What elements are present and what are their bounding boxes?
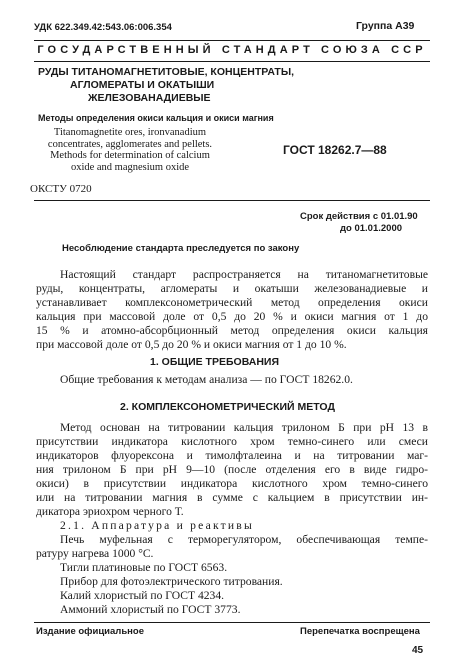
section-1-text: Общие требования к методам анализа — по ГОСТ 18262.0. (60, 373, 353, 386)
intro-line: руды, концентраты, агломераты и окатыши железованадиевые и (36, 282, 428, 295)
footer-rule (34, 622, 430, 623)
validity-from: Срок действия с 01.01.90 (300, 211, 418, 222)
intro-line: Настоящий стандарт распространяется на титаномагнетитовые (60, 268, 428, 281)
method-line: дикатора эриохром черного Т. (36, 505, 184, 518)
subsection-2-1-heading: 2.1. Аппаратура и реактивы (60, 519, 254, 532)
subtitle-ru: Методы определения окиси кальция и окиси магния (38, 113, 274, 123)
intro-line: при массовой доле от 0,5 до 20 % и окиси магния от 1 до 10 %. (36, 338, 347, 351)
apparatus-line: Печь муфельная с терморегулятором, обеспечивающая темпе- (60, 533, 428, 546)
title-en (40, 127, 220, 173)
title-bottom-rule (34, 200, 430, 201)
top-rule (34, 40, 430, 41)
title-en-line-2: concentrates, agglomerates and pellets. (47, 138, 213, 150)
gost-number: ГОСТ 18262.7—88 (283, 143, 387, 157)
apparatus-paragraph (36, 533, 428, 561)
title-line-3: ЖЕЛЕЗОВАНАДИЕВЫЕ (88, 92, 211, 104)
title-line-2: АГЛОМЕРАТЫ И ОКАТЫШИ (70, 79, 215, 91)
section-2-heading: 2. КОМПЛЕКСОНОМЕТРИЧЕСКИЙ МЕТОД (120, 401, 335, 413)
section-1-heading: 1. ОБЩИЕ ТРЕБОВАНИЯ (150, 356, 280, 368)
intro-line: 15 % и атомно-абсорбционный метод определения окиси кальция (36, 324, 428, 337)
reprint-prohibited: Перепечатка воспрещена (300, 626, 420, 637)
intro-paragraph (36, 268, 428, 352)
method-line: ния трилоном Б при рН 9—10 (после отделения его в виде гидро- (36, 463, 428, 476)
legal-notice: Несоблюдение стандарта преследуется по закону (62, 243, 300, 254)
method-line: присутствии индикатора кислотного хром темно-синего или смеси (36, 435, 428, 448)
intro-line: устанавливает комплексонометрический метод определения окиси (36, 296, 428, 309)
standard-org: ГОСУДАРСТВЕННЫЙ СТАНДАРТ СОЮЗА ССР (37, 44, 427, 56)
list-item: Аммоний хлористый по ГОСТ 3773. (60, 603, 241, 616)
group-code: Группа А39 (356, 20, 415, 32)
list-item: Тигли платиновые по ГОСТ 6563. (60, 561, 228, 574)
udk-code: УДК 622.349.42:543.06:006.354 (34, 22, 172, 33)
apparatus-line: ратуру нагрева 1000 °С. (36, 547, 154, 560)
validity-to: до 01.01.2000 (340, 223, 403, 234)
second-rule (34, 61, 430, 62)
list-item: Прибор для фотоэлектрического титрования. (60, 575, 283, 588)
method-line: или на титровании магния в сумме с кальцием в присутствии ин- (36, 491, 428, 504)
title-line-1: РУДЫ ТИТАНОМАГНЕТИТОВЫЕ, КОНЦЕНТРАТЫ, (38, 66, 295, 78)
title-en-line-1: Titanomagnetite ores, ironvanadium (53, 127, 207, 138)
list-item: Калий хлористый по ГОСТ 4234. (60, 589, 225, 602)
reagent-list (60, 561, 283, 617)
title-en-line-3: Methods for determination of calcium (50, 150, 210, 161)
okstu-code: ОКСТУ 0720 (30, 183, 92, 195)
title-en-line-4: oxide and magnesium oxide (70, 161, 190, 173)
official-edition: Издание официальное (36, 626, 144, 637)
section-2-paragraph (36, 421, 428, 519)
intro-line: кальция при массовой доле от 0,5 до 20 % и окиси магния от 1 до (36, 310, 428, 323)
method-line: Метод основан на титровании кальция трилоном Б при рН 13 в (60, 421, 428, 434)
page-number: 45 (412, 645, 424, 656)
method-line: индикаторов флуорексона и тимолфталеина и на титровании маг- (36, 449, 428, 462)
method-line: окиси) в присутствии индикатора кислотного хром темно-синего (36, 477, 428, 490)
